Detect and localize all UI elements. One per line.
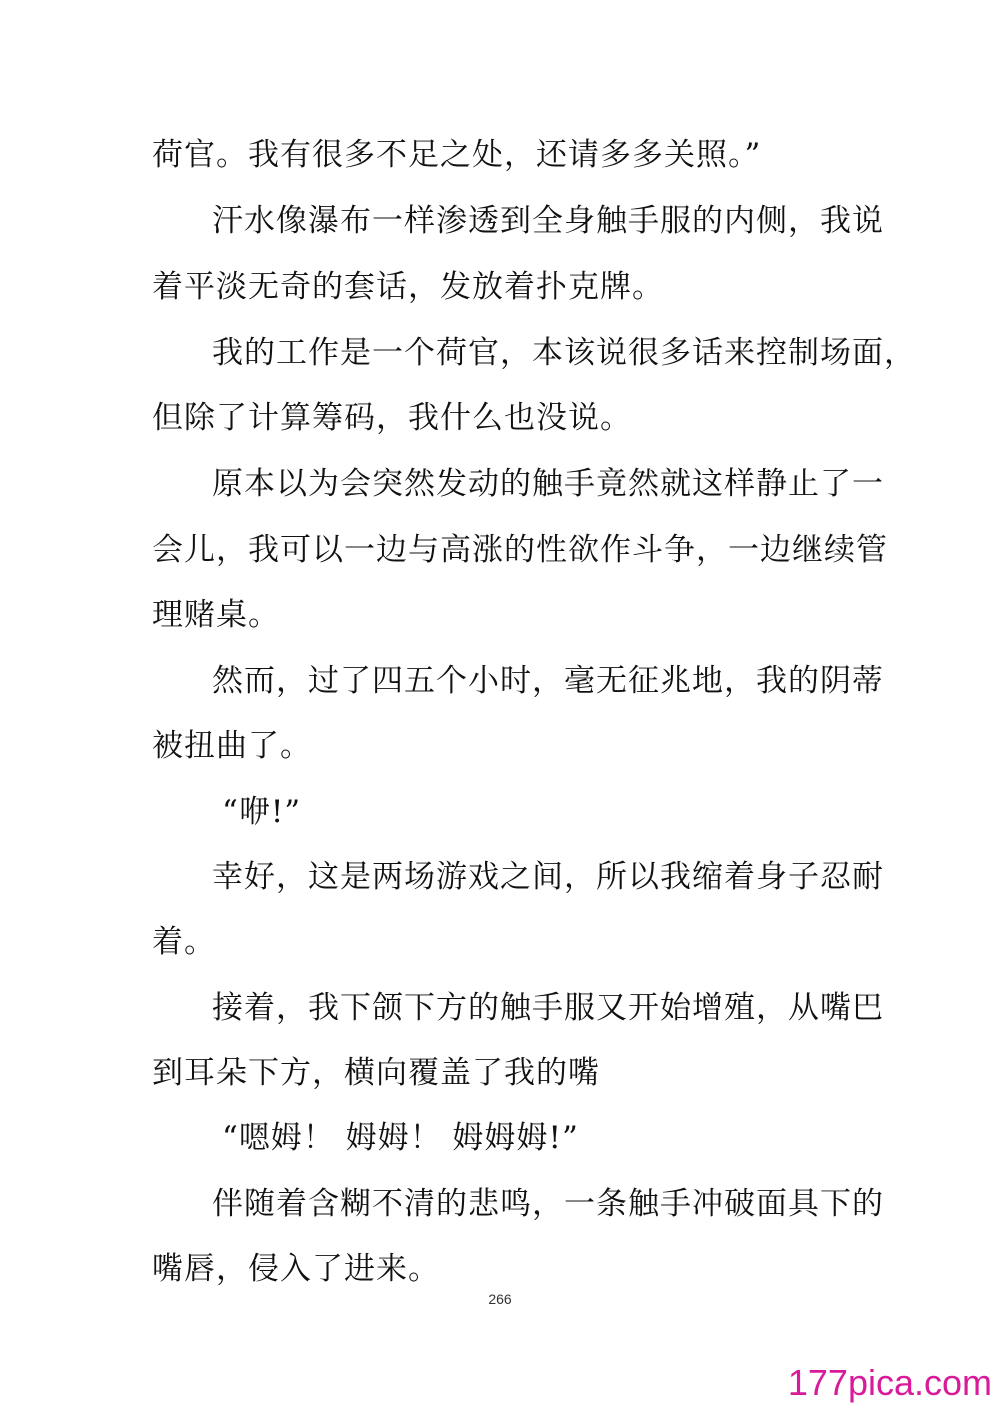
page-number: 266 — [488, 1291, 512, 1307]
text-line: 到耳朵下方，横向覆盖了我的嘴 — [152, 1055, 600, 1091]
text-line: 伴随着含糊不清的悲鸣，一条触手冲破面具下的 — [212, 1186, 884, 1222]
text-line: “咿!” — [222, 794, 302, 830]
text-line: 荷官。我有很多不足之处，还请多多关照。” — [152, 137, 762, 173]
text-line: 嘴唇，侵入了进来。 — [152, 1251, 440, 1287]
text-line: 着平淡无奇的套话，发放着扑克牌。 — [152, 269, 664, 305]
text-line: 会儿，我可以一边与高涨的性欲作斗争，一边继续管 — [152, 532, 888, 568]
text-line: “嗯姆！ 姆姆！ 姆姆姆!” — [222, 1120, 579, 1156]
text-line: 然而，过了四五个小时，毫无征兆地，我的阴蒂 — [212, 663, 884, 699]
watermark: 177pica.com — [787, 1362, 992, 1403]
text-line: 幸好，这是两场游戏之间，所以我缩着身子忍耐 — [212, 859, 884, 895]
text-line: 理赌桌。 — [152, 597, 280, 633]
text-line: 原本以为会突然发动的触手竟然就这样静止了一 — [212, 466, 884, 502]
text-line: 接着，我下颌下方的触手服又开始增殖，从嘴巴 — [212, 990, 884, 1026]
text-line: 但除了计算筹码，我什么也没说。 — [152, 400, 632, 436]
text-line: 我的工作是一个荷官，本该说很多话来控制场面， — [212, 335, 916, 371]
text-line: 着。 — [152, 924, 216, 960]
text-line: 被扭曲了。 — [152, 728, 312, 764]
text-line: 汗水像瀑布一样渗透到全身触手服的内侧，我说 — [212, 203, 884, 239]
